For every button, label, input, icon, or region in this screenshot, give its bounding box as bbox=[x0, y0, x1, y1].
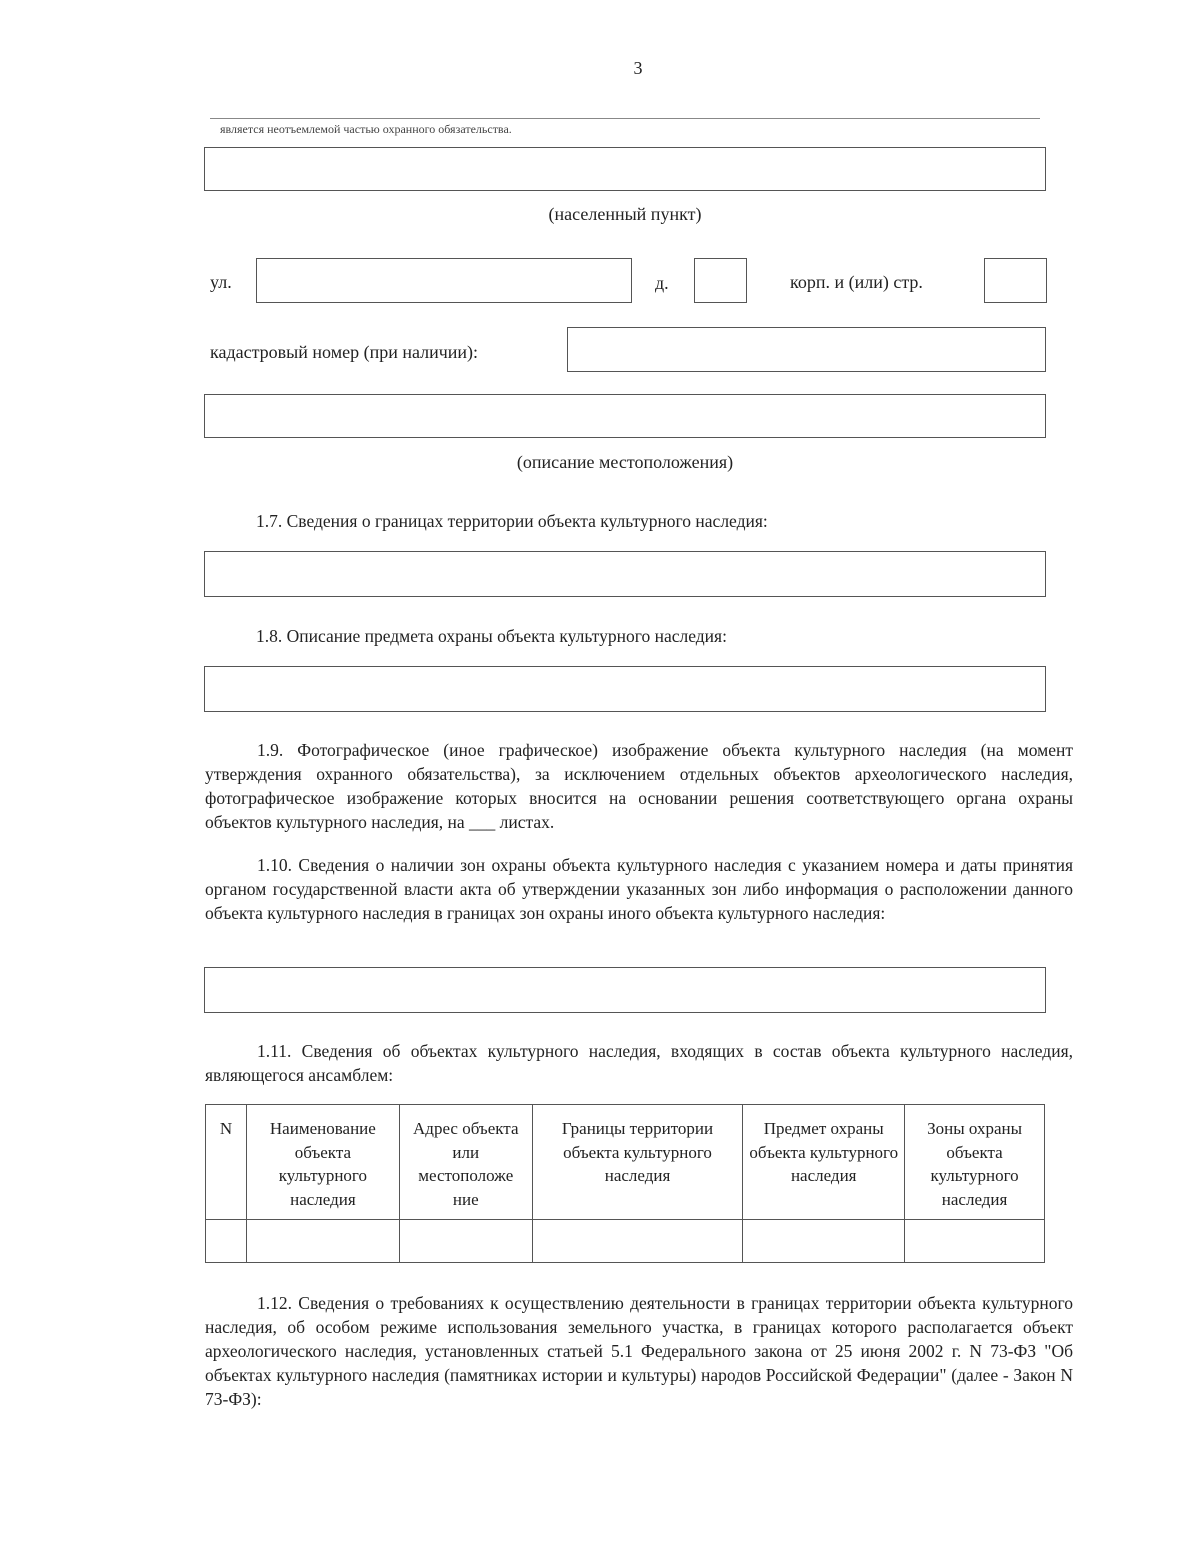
protection-zones-field[interactable] bbox=[204, 967, 1046, 1013]
section-1-8: 1.8. Описание предмета охраны объекта культурного наследия: bbox=[256, 626, 727, 646]
table-cell[interactable] bbox=[206, 1220, 247, 1263]
top-divider bbox=[210, 118, 1040, 119]
column-header-name: Наименование объекта культурного наследия bbox=[246, 1105, 399, 1220]
section-1-10: 1.10. Сведения о наличии зон охраны объекта культурного наследия с указанием номера и даты принятия органом государственной власти акта об утверждении указанных зон либо информация о расположении данного объекта культурного наследия в границах зон охраны иного объекта культурного наследия: bbox=[205, 855, 1073, 923]
house-field[interactable] bbox=[694, 258, 747, 303]
column-header-address: Адрес объекта или местоположе ние bbox=[399, 1105, 532, 1220]
house-label: д. bbox=[655, 273, 669, 293]
protection-subject-field[interactable] bbox=[204, 666, 1046, 712]
continuation-note: является неотъемлемой частью охранного обязательства. bbox=[220, 122, 512, 136]
column-header-protection-zones: Зоны охраны объекта культурного наследия bbox=[905, 1105, 1045, 1220]
table-header-row bbox=[206, 1105, 1045, 1220]
table-cell[interactable] bbox=[743, 1220, 905, 1263]
ensemble-objects-table bbox=[205, 1104, 1045, 1263]
location-description-caption: (описание местоположения) bbox=[516, 452, 734, 472]
locality-field[interactable] bbox=[204, 147, 1046, 191]
locality-caption: (населенный пункт) bbox=[548, 204, 702, 224]
table-cell[interactable] bbox=[399, 1220, 532, 1263]
section-1-12: 1.12. Сведения о требованиях к осуществлению деятельности в границах территории объекта культурного наследия, об особом режиме использования земельного участка, в границах которого располагается объект археологического наследия, установленных статьей 5.1 Федерального закона от 25 июня 2002 г. N 73-ФЗ "Об объектах культурного наследия (памятниках истории и культуры) народов Российской Федерации" (далее - Закон N 73-ФЗ): bbox=[205, 1293, 1073, 1409]
column-header-protection-subject: Предмет охраны объекта культурного наследия bbox=[743, 1105, 905, 1220]
cadastral-field[interactable] bbox=[567, 327, 1046, 372]
page-number: 3 bbox=[633, 58, 643, 78]
section-1-7: 1.7. Сведения о границах территории объекта культурного наследия: bbox=[256, 511, 768, 531]
building-label: корп. и (или) стр. bbox=[790, 272, 923, 292]
table-cell[interactable] bbox=[532, 1220, 743, 1263]
territory-boundaries-field[interactable] bbox=[204, 551, 1046, 597]
table-cell[interactable] bbox=[905, 1220, 1045, 1263]
building-field[interactable] bbox=[984, 258, 1047, 303]
street-label: ул. bbox=[210, 272, 232, 292]
cadastral-label: кадастровый номер (при наличии): bbox=[210, 342, 479, 362]
column-header-boundaries: Границы территории объекта культурного наследия bbox=[532, 1105, 743, 1220]
street-field[interactable] bbox=[256, 258, 632, 303]
location-description-field[interactable] bbox=[204, 394, 1046, 438]
section-1-9: 1.9. Фотографическое (иное графическое) изображение объекта культурного наследия (на момент утверждения охранного обязательства), за исключением отдельных объектов археологического наследия, фотографическое изображение которых вносится на основании решения соответствующего органа охраны объектов культурного наследия, на ___ листах. bbox=[205, 740, 1073, 832]
column-header-number: N bbox=[206, 1105, 247, 1220]
table-row bbox=[206, 1220, 1045, 1263]
section-1-11: 1.11. Сведения об объектах культурного наследия, входящих в состав объекта культурного наследия, являющегося ансамблем: bbox=[205, 1041, 1073, 1085]
table-cell[interactable] bbox=[246, 1220, 399, 1263]
